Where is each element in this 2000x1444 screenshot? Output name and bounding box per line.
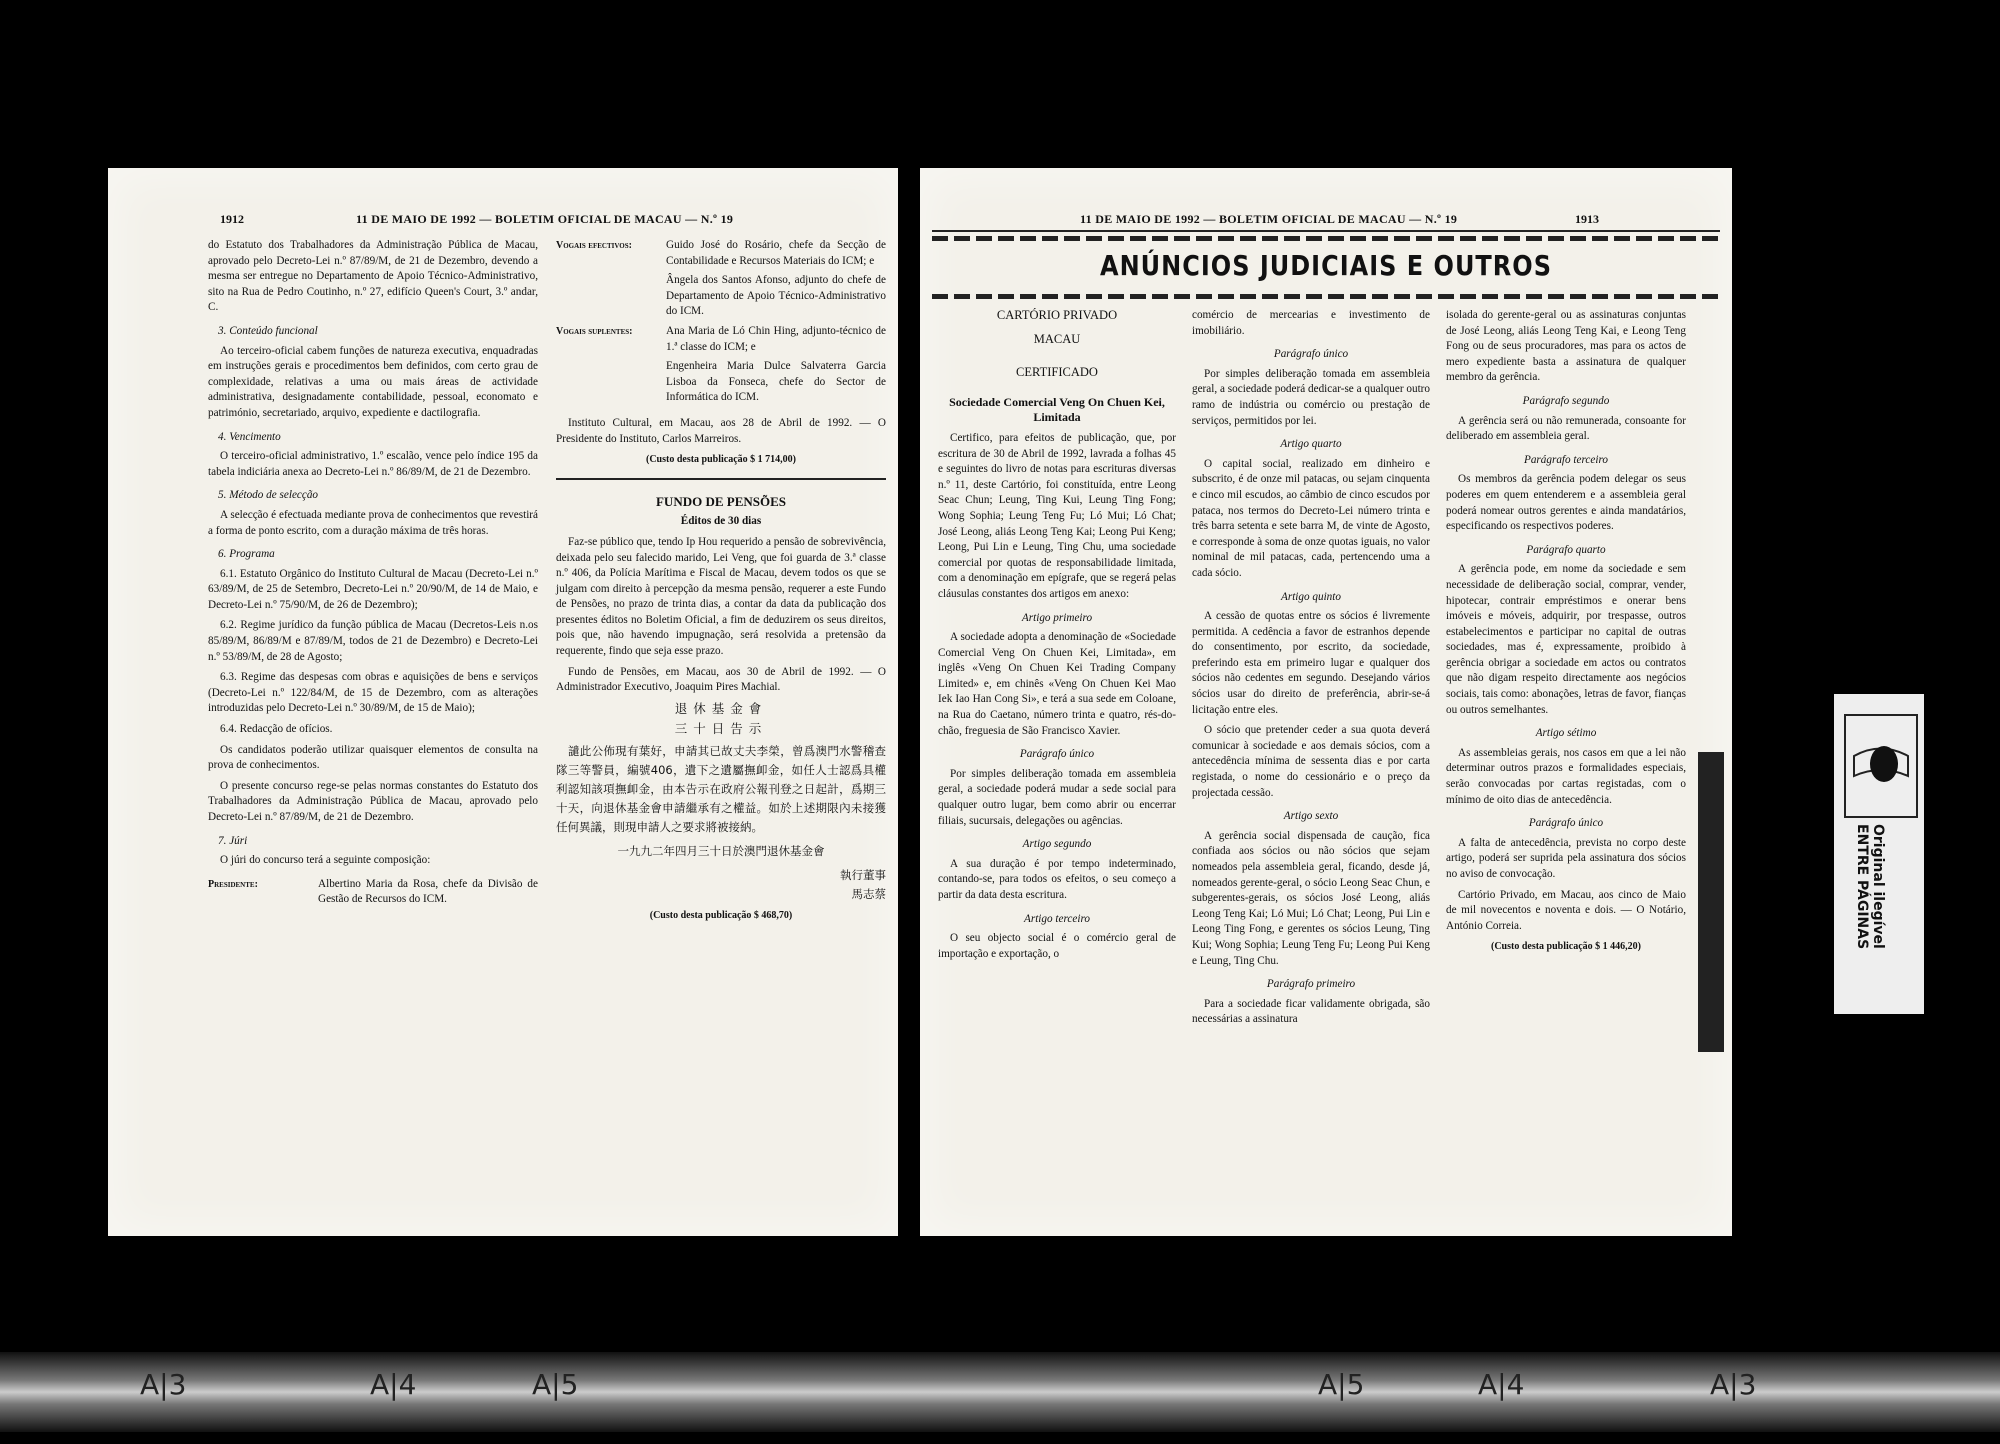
cjk-date: 一九九二年四月三十日於澳門退休基金會 xyxy=(617,844,825,859)
closing: Instituto Cultural, em Macau, aos 28 de Abril de 1992. — O Presidente do Instituto, Carlos Marreiros. xyxy=(556,416,886,445)
jury-efectivos xyxy=(556,238,886,269)
article-heading: Artigo quarto xyxy=(1280,438,1342,451)
article-heading: Parágrafo quarto xyxy=(1526,543,1606,556)
paragraph: Por simples deliberação tomada em assembleia geral, a sociedade poderá dedicar-se a qualquer outro ramo de indústria ou comércio ou prestação de serviços, permitidos por lei. xyxy=(1192,367,1430,427)
section-heading: 4. Vencimento xyxy=(218,430,281,443)
section-heading: 3. Conteúdo funcional xyxy=(218,324,318,337)
page-number: 1912 xyxy=(220,212,244,226)
running-head: 11 DE MAIO DE 1992 — BOLETIM OFICIAL DE MACAU — N.º 19 xyxy=(1080,212,1458,226)
article-heading: Artigo terceiro xyxy=(1024,912,1090,925)
paragraph: A sua duração é por tempo indeterminado, contando-se, para todos os efeitos, o seu começo a partir da data desta escritura. xyxy=(938,857,1176,901)
section-heading: 6. Programa xyxy=(218,548,275,561)
paragraph: A falta de antecedência, prevista no corpo deste artigo, poderá ser suprida pela assinatura dos sócios no aviso de convocação. xyxy=(1446,836,1686,880)
jury-suplentes xyxy=(556,324,886,355)
right-page xyxy=(920,168,1732,1236)
paragraph: Por simples deliberação tomada em assembleia geral, a sociedade poderá mudar a sede social para qualquer outro lugar, bem como abrir ou encerrar filiais, sucursais, delegações ou agências. xyxy=(938,767,1176,827)
paragraph: O seu objecto social é o comércio geral de importação e exportação, o xyxy=(938,932,1176,960)
paragraph: comércio de mercearias e investimento de imobiliário. xyxy=(1192,309,1430,337)
article-heading: Parágrafo primeiro xyxy=(1266,978,1356,991)
left-column-1 xyxy=(208,238,538,912)
stamp-line-1: Original ilegível xyxy=(1870,824,1886,949)
article-heading: Parágrafo único xyxy=(1528,817,1604,830)
company-name: Sociedade Comercial Veng On Chuen Kei, Limitada xyxy=(949,394,1165,425)
right-column-1 xyxy=(938,308,1176,967)
page-number: 1913 xyxy=(1575,212,1599,226)
office-title: CARTÓRIO PRIVADO xyxy=(996,308,1118,322)
closing: Cartório Privado, em Macau, aos cinco de Maio de mil novecentos e noventa e dois. — O Notário, António Correia. xyxy=(1446,888,1686,932)
certificate-title: CERTIFICADO xyxy=(1016,365,1098,380)
jury-member: Ângela dos Santos Afonso, adjunto do chefe de Departamento de Apoio Técnico-Administrativo do ICM. xyxy=(666,274,886,318)
frame-code: A|4 xyxy=(1478,1368,1525,1401)
paragraph: A gerência será ou não remunerada, consoante for deliberado em assembleia geral. xyxy=(1446,414,1686,443)
article-heading: Artigo primeiro xyxy=(1021,611,1093,624)
paragraph: 6.3. Regime das despesas com obras e aquisições de bens e serviços (Decreto-Lei n.º 122/84/M, de 15 de Dezembro, com as alterações introduzidas pelo Decreto-Lei n.º 30/89/M, de 15 de Maio); xyxy=(208,671,538,715)
right-column-2 xyxy=(1192,308,1430,1033)
frame-code: A|4 xyxy=(370,1368,417,1401)
cjk-signature-name: 馬志蔡 xyxy=(851,887,886,902)
office-city: MACAU xyxy=(1033,331,1081,346)
book-icon xyxy=(1844,714,1918,818)
stamp-line-2: ENTRE PÁGINAS xyxy=(1854,824,1870,950)
section-subtitle: Éditos de 30 dias xyxy=(680,515,762,528)
frame-code: A|3 xyxy=(140,1368,187,1401)
paragraph: 6.1. Estatuto Orgânico do Instituto Cultural de Macau (Decreto-Lei n.º 63/89/M, de 25 de Setembro, Decreto-Lei n.º 20/90/M, de 14 de Maio, e Decreto-Lei n.º 75/90/M, de 26 de Dezembro); xyxy=(208,567,538,611)
paragraph: Faz-se público que, tendo Ip Hou requerido a pensão de sobrevivência, deixada pelo seu falecido marido, Lei Veng, que foi guarda de 3.ª classe n.º 406, da Polícia Marítima e Fiscal de Macau, devem todos os que se julgam com direito à percepção da mesma pensão, requerer a este Fundo de Pensões, no prazo de trinta dias, a contar da data da publicação dos presentes éditos no Boletim Oficial, a fim de deduzirem os seus direitos, pois que, não havendo impugnação, será resolvida a pretensão da requerente, findo que seja esse prazo. xyxy=(556,535,886,658)
cjk-title: 退休基金會 xyxy=(674,700,768,716)
header-dash xyxy=(932,236,1720,241)
paragraph: A sociedade adopta a denominação de «Sociedade Comercial Veng On Chuen Kei, Limitada», em inglês «Veng On Chuen Kei Trading Company Limited» e, em chinês «Veng On Chuen Kei Mao Iek Iao Han Cong Si», e terá a sua sede em Coloane, na Rua do Caetano, número trinta e quatro, rés-do-chão, freguesia de São Francisco Xavier. xyxy=(938,631,1176,737)
article-heading: Artigo sexto xyxy=(1283,810,1339,823)
section-heading: 7. Júri xyxy=(218,834,248,847)
paragraph: O júri do concurso terá a seguinte composição: xyxy=(220,854,431,867)
jury-member: Ana Maria de Ló Chin Hing, adjunto-técnico de 1.ª classe do ICM; e xyxy=(666,324,886,353)
running-head: 11 DE MAIO DE 1992 — BOLETIM OFICIAL DE MACAU — N.º 19 xyxy=(356,212,734,226)
paragraph: A cessão de quotas entre os sócios é livremente permitida. A cedência a favor de estranhos depende do consentimento, por escrito, da sociedade, preferindo esta em primeiro lugar e qualquer dos sócios não cedentes em segundo. Desejando vários sócios usar do direito de preferência, abrir-se-á licitação entre eles. xyxy=(1192,610,1430,716)
article-heading: Parágrafo único xyxy=(1019,748,1095,761)
cjk-paragraph: 譴此公佈現有葉好，申請其已故丈夫李榮，曾爲澳門水警稽查隊三等警員，編號406，遺下之遺屬撫卹金，如任人士認爲具權利認知該項撫卹金，由本告示在政府公報刊登之日起計，爲期三十天，向退休基金會申請繼承有之權益。如於上述期限內未接獲任何異議，則現申請人之要求將被接納。 xyxy=(556,744,886,835)
paragraph: O presente concurso rege-se pelas normas constantes do Estatuto dos Trabalhadores da Administração Pública de Macau, aprovado pelo Decreto-Lei n.º 87/89/M, de 21 de Dezembro. xyxy=(208,779,538,823)
paragraph: O terceiro-oficial administrativo, 1.º escalão, vence pelo índice 195 da tabela indiciária anexa ao Decreto-Lei n.º 86/89/M, de 21 de Dezembro. xyxy=(208,450,538,478)
article-heading: Parágrafo terceiro xyxy=(1524,453,1608,466)
paragraph: A gerência social dispensada de caução, fica confiada aos sócios ou não sócios que sejam nomeados pela assembleia geral, ficando, desde já, nomeados gerente-geral, o sócio Leong Seac Chun, e subgerentes-gerais, os sócios José Leong, aliás Leong Teng Kai; Ló Mui; Ló Chat; Leong, Pui Lin e Leong Ting Fong, e gerentes os sócios Leung, Ting Kui; Wong Sophia; Leung Teng Fu; Leong Pui Keng e Leung, Ting Chu. xyxy=(1192,829,1430,967)
paragraph: As assembleias gerais, nos casos em que a lei não determinar outros prazos e formalidades especiais, serão convocadas por cartas registadas, com o mínimo de oito dias de antecedência. xyxy=(1446,746,1686,806)
paragraph: Certifico, para efeitos de publicação, que, por escritura de 30 de Abril de 1992, lavrada a folhas 45 e seguintes do livro de notas para escrituras diversas n.º 11, deste Cartório, foi constituída, entre Leong Seac Chun; Leung, Ting Kui, Leung Ting Fong; Wong Sophia; Leung Teng Fu; Ló Mui; Ló Chat; José Leong, aliás Leong Teng Kai; Leong Pui Keng; Leong, Pui Lin e Leung, Ting Chu, uma sociedade comercial por quotas de responsabilidade limitada, com a denominação em epígrafe, que se regerá pelas cláusulas constantes dos artigos em anexo: xyxy=(938,431,1176,600)
paragraph: Para a sociedade ficar validamente obrigada, são necessárias a assinatura xyxy=(1192,997,1430,1026)
jury-suplentes-2 xyxy=(556,359,886,406)
article-heading: Artigo quinto xyxy=(1281,590,1341,603)
right-column-3 xyxy=(1446,308,1686,959)
paragraph: do Estatuto dos Trabalhadores da Administração Pública de Macau, aprovado pelo Decreto-Lei n.º 87/89/M, de 21 de Dezembro, devendo a mesma ser entregue no Departamento de Apoio Técnico-Administrativo, sito na Rua de Pedro Coutinho, n.º 27, edifício Queen's Court, 3.º andar, C. xyxy=(208,239,538,314)
jury-member: Guido José do Rosário, chefe da Secção de Contabilidade e Recursos Materiais do ICM; e xyxy=(666,239,886,267)
jury-member: Albertino Maria da Rosa, chefe da Divisão de Gestão de Recursos do ICM. xyxy=(318,877,538,906)
paragraph: isolada do gerente-geral ou as assinaturas conjuntas de José Leong, aliás Leong Teng Kai, e Leong Teng Fong ou de seus procuradores, mas para os actos de mero expediente basta a assinatura de qualquer membro da gerência. xyxy=(1446,309,1686,384)
film-strip xyxy=(0,1352,2000,1432)
publication-cost: (Custo desta publicação $ 468,70) xyxy=(649,910,793,922)
jury-president xyxy=(208,877,538,908)
page-edge-tab xyxy=(1698,752,1724,1052)
left-column-2 xyxy=(556,238,886,928)
archive-stamp xyxy=(1834,694,1924,1014)
article-heading: Artigo sétimo xyxy=(1535,727,1597,740)
frame-code: A|5 xyxy=(532,1368,579,1401)
publication-cost: (Custo desta publicação $ 1 714,00) xyxy=(645,454,796,466)
divider xyxy=(556,478,886,480)
publication-cost: (Custo desta publicação $ 1 446,20) xyxy=(1490,941,1641,953)
paragraph: O capital social, realizado em dinheiro e subscrito, é de onze mil patacas, ou sejam cinquenta e cinco mil escudos, ao câmbio de cinco escudos por pataca, nos termos do Decreto-Lei número trinta e três barra setenta e sete barra M, de vinte de Agosto, e corresponde à soma de onze quotas iguais, no valor nominal de mil patacas, cada, pertencendo uma a cada sócio. xyxy=(1192,457,1430,579)
paragraph: 6.2. Regime jurídico da função pública de Macau (Decretos-Leis n.os 85/89/M, 86/89/M e 87/89/M, todos de 21 de Dezembro) e Decreto-Lei n.º 53/89/M, de 28 de Agosto; xyxy=(208,619,538,663)
paragraph: 6.4. Redacção de ofícios. xyxy=(220,723,333,736)
article-heading: Parágrafo único xyxy=(1273,348,1349,361)
frame-code: A|5 xyxy=(1318,1368,1365,1401)
paragraph: A selecção é efectuada mediante prova de conhecimentos que revestirá a forma de ponto escrito, com a duração máxima de três horas. xyxy=(208,508,538,537)
stamp-label xyxy=(1854,824,1886,1024)
paragraph: Os candidatos poderão utilizar quaisquer elementos de consulta na prova de conhecimentos. xyxy=(208,743,538,772)
left-page xyxy=(108,168,898,1236)
cjk-subtitle: 三十日告示 xyxy=(674,721,768,737)
jury-member: Engenheira Maria Dulce Salvaterra Garcia Lisboa da Fonseca, chefe do Sector de Informática do ICM. xyxy=(666,360,886,404)
paragraph: A gerência pode, em nome da sociedade e sem necessidade de deliberação social, comprar, vender, hipotecar, contrair empréstimos e onerar bens imóveis e móveis, adquirir, por trespasse, outros estabelecimentos e participar no capital de outras sociedades, mas é, expressamente, proibido à gerência obrigar a sociedade em actos ou contratos que não digam respeito directamente aos negócios sociais, tais como: abonações, letras de favor, fianças ou outros semelhantes. xyxy=(1446,563,1686,716)
jury-efectivos-2 xyxy=(556,273,886,320)
jury-label: Vogais efectivos: xyxy=(556,240,632,251)
paragraph: Os membros da gerência podem delegar os seus poderes em quem entenderem e a assembleia geral poderá nomear outros gerentes e ainda mandatários, especificando os respectivos poderes. xyxy=(1446,473,1686,533)
paragraph: Ao terceiro-oficial cabem funções de natureza executiva, enquadradas em instruções gerais e procedimentos bem definidos, com certo grau de complexidade, relativas a uma ou mais áreas de actividade administrativa, designadamente contabilidade, pessoal, economato e património, secretariado, arquivo, expediente e dactilografia. xyxy=(208,344,538,419)
banner-dash xyxy=(932,294,1720,299)
article-heading: Parágrafo segundo xyxy=(1522,394,1610,407)
section-title: FUNDO DE PENSÕES xyxy=(655,493,787,509)
header-rule xyxy=(932,230,1720,232)
section-heading: 5. Método de selecção xyxy=(218,489,319,502)
jury-label: Vogais suplentes: xyxy=(556,325,633,337)
closing: Fundo de Pensões, em Macau, aos 30 de Abril de 1992. — O Administrador Executivo, Joaquim Pires Machial. xyxy=(556,665,886,694)
jury-label: Presidente: xyxy=(208,878,258,890)
frame-code: A|3 xyxy=(1710,1368,1757,1401)
section-banner: ANÚNCIOS JUDICIAIS E OUTROS xyxy=(1100,249,1552,283)
cjk-signature-title: 執行董事 xyxy=(840,868,886,883)
article-heading: Artigo segundo xyxy=(1022,838,1092,851)
paragraph: O sócio que pretender ceder a sua quota deverá comunicar à sociedade e aos demais sócios, com a antecedência mínima de sessenta dias e por carta registada, o nome do cessionário e o preço da projectada cessão. xyxy=(1192,724,1430,799)
